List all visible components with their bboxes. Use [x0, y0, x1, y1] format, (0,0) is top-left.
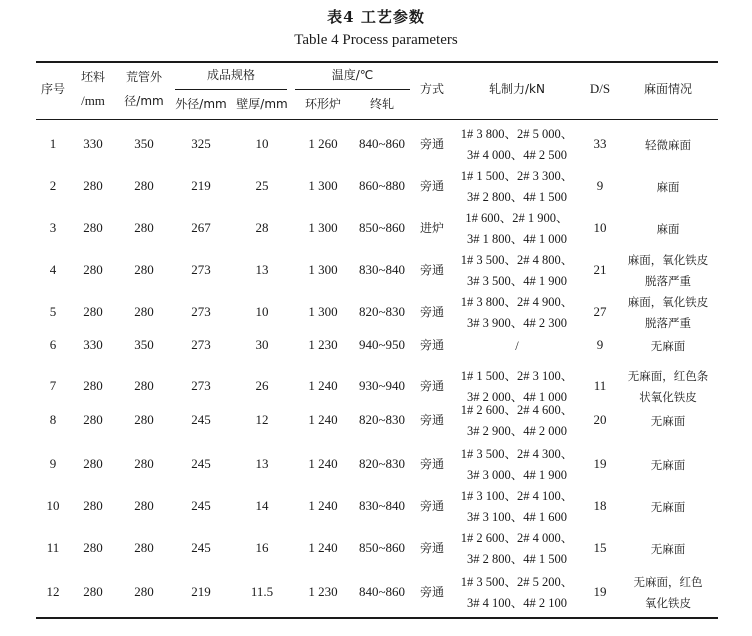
- cell-hollow: 280: [134, 304, 154, 319]
- cell-no: 6: [49, 337, 57, 352]
- header-ds: D/S: [589, 81, 611, 96]
- cell-force-line1: 1# 600、2# 1 900、: [465, 211, 569, 225]
- cell-method: 旁通: [419, 413, 444, 427]
- cell-ds: 20: [593, 412, 607, 427]
- cell-no: 12: [46, 584, 60, 599]
- header-surface: 麻面情况: [643, 82, 692, 96]
- cell-hollow: 280: [134, 584, 154, 599]
- cell-force-line2: 3# 2 800、4# 1 500: [466, 190, 567, 204]
- cell-wall: 10: [255, 304, 269, 319]
- cell-wall: 10: [255, 136, 269, 151]
- cell-od: 245: [191, 412, 211, 427]
- header-billet-unit: /mm: [81, 93, 105, 108]
- cell-no: 1: [49, 136, 57, 151]
- cell-wall: 28: [255, 220, 269, 235]
- header-wall: 壁厚/mm: [236, 97, 288, 111]
- cell-billet: 280: [83, 378, 103, 393]
- cell-method: 进炉: [419, 221, 444, 235]
- cell-no: 7: [49, 378, 57, 393]
- cell-surface-line1: 无麻面: [650, 414, 686, 428]
- cell-force-line1: 1# 3 500、2# 4 800、: [460, 253, 574, 267]
- cell-force-line2: 3# 2 900、4# 2 000: [466, 424, 567, 438]
- cell-surface-line1: 无麻面: [650, 542, 686, 556]
- cell-ring: 1 260: [308, 136, 338, 151]
- cell-ds: 19: [593, 584, 607, 599]
- cell-wall: 25: [255, 178, 269, 193]
- cell-od: 325: [191, 136, 211, 151]
- cell-ds: 21: [593, 262, 607, 277]
- cell-wall: 13: [255, 456, 269, 471]
- header-seq: 序号: [40, 82, 65, 96]
- subheader-rule-temp: [295, 89, 410, 90]
- cell-wall: 11.5: [250, 584, 274, 599]
- cell-method: 旁通: [419, 305, 444, 319]
- top-rule: [36, 61, 718, 63]
- table-title-cn: 表4 工艺参数: [327, 8, 425, 26]
- cell-force-line2: 3# 2 800、4# 1 500: [466, 552, 567, 566]
- cell-force-line1: 1# 3 500、2# 5 200、: [460, 575, 574, 589]
- cell-surface-line1: 轻微麻面: [645, 138, 691, 152]
- cell-surface-line2: 脱落严重: [645, 274, 691, 288]
- cell-billet: 330: [83, 337, 103, 352]
- cell-od: 245: [191, 498, 211, 513]
- cell-billet: 280: [83, 456, 103, 471]
- cell-wall: 13: [255, 262, 269, 277]
- cell-force-line2: 3# 3 500、4# 1 900: [466, 274, 567, 288]
- cell-force-line1: 1# 2 600、2# 4 000、: [460, 531, 574, 545]
- cell-ds: 9: [596, 178, 604, 193]
- cell-method: 旁通: [419, 263, 444, 277]
- cell-od: 273: [191, 378, 211, 393]
- cell-final: 820~830: [358, 412, 406, 427]
- cell-surface-line1: 麻面，氧化铁皮: [627, 253, 709, 267]
- cell-force-line1: 1# 3 100、2# 4 100、: [460, 489, 574, 503]
- cell-ring: 1 240: [308, 378, 338, 393]
- cell-no: 10: [46, 498, 60, 513]
- header-od: 外径/mm: [175, 97, 227, 111]
- cell-force-line1: 1# 3 800、2# 4 900、: [460, 295, 574, 309]
- cell-ring: 1 240: [308, 456, 338, 471]
- cell-no: 2: [49, 178, 57, 193]
- cell-surface-line1: 麻面，氧化铁皮: [627, 295, 709, 309]
- cell-final: 830~840: [358, 262, 406, 277]
- cell-billet: 280: [83, 178, 103, 193]
- cell-surface-line1: 无麻面: [650, 458, 686, 472]
- cell-od: 273: [191, 304, 211, 319]
- cell-no: 9: [49, 456, 57, 471]
- cell-surface-line2: 氧化铁皮: [645, 596, 691, 610]
- cell-final: 940~950: [358, 337, 406, 352]
- cell-od: 219: [191, 584, 211, 599]
- cell-force-line1: 1# 1 500、2# 3 300、: [460, 169, 574, 183]
- cell-ds: 18: [593, 498, 607, 513]
- cell-ring: 1 300: [308, 220, 338, 235]
- cell-force-line1: 1# 3 800、2# 5 000、: [460, 127, 574, 141]
- cell-billet: 280: [83, 304, 103, 319]
- cell-hollow: 280: [134, 412, 154, 427]
- cell-hollow: 280: [134, 456, 154, 471]
- cell-method: 旁通: [419, 499, 444, 513]
- header-force: 轧制力/kN: [489, 82, 545, 96]
- cell-force-line2: 3# 2 000、4# 1 000: [466, 390, 567, 404]
- cell-ds: 33: [593, 136, 607, 151]
- cell-force-line2: 3# 1 800、4# 1 000: [466, 232, 567, 246]
- cell-wall: 30: [255, 337, 269, 352]
- cell-ds: 19: [593, 456, 607, 471]
- cell-od: 245: [191, 540, 211, 555]
- cell-hollow: 280: [134, 378, 154, 393]
- cell-hollow: 280: [134, 178, 154, 193]
- header-billet: 坯料: [80, 70, 105, 84]
- cell-hollow: 280: [134, 262, 154, 277]
- cell-no: 5: [49, 304, 57, 319]
- cell-ds: 27: [593, 304, 607, 319]
- cell-ring: 1 230: [308, 337, 338, 352]
- cell-ring: 1 240: [308, 540, 338, 555]
- cell-method: 旁通: [419, 541, 444, 555]
- cell-method: 旁通: [419, 379, 444, 393]
- cell-billet: 280: [83, 540, 103, 555]
- cell-final: 820~830: [358, 304, 406, 319]
- cell-final: 850~860: [358, 220, 406, 235]
- cell-method: 旁通: [419, 137, 444, 151]
- cell-method: 旁通: [419, 457, 444, 471]
- cell-force-line1: 1# 3 500、2# 4 300、: [460, 447, 574, 461]
- cell-method: 旁通: [419, 338, 444, 352]
- cell-surface-line1: 无麻面，红色: [633, 575, 703, 589]
- cell-wall: 14: [255, 498, 269, 513]
- cell-method: 旁通: [419, 179, 444, 193]
- cell-ds: 15: [593, 540, 607, 555]
- cell-final: 850~860: [358, 540, 406, 555]
- cell-force-line2: 3# 3 000、4# 1 900: [466, 468, 567, 482]
- cell-force-line2: 3# 4 000、4# 2 500: [466, 148, 567, 162]
- cell-hollow: 350: [134, 136, 154, 151]
- cell-ds: 11: [593, 378, 607, 393]
- cell-od: 219: [191, 178, 211, 193]
- cell-billet: 280: [83, 584, 103, 599]
- header-ring-furnace: 环形炉: [304, 97, 341, 111]
- cell-final: 840~860: [358, 584, 406, 599]
- cell-surface-line1: 无麻面: [650, 500, 686, 514]
- header-temp: 温度/℃: [331, 68, 374, 82]
- cell-ring: 1 300: [308, 304, 338, 319]
- header-final-roll: 终轧: [369, 97, 394, 111]
- cell-surface-line1: 无麻面，红色条: [627, 369, 709, 383]
- cell-final: 820~830: [358, 456, 406, 471]
- header-rule: [36, 119, 718, 120]
- cell-ring: 1 240: [308, 412, 338, 427]
- header-product-spec: 成品规格: [206, 68, 255, 82]
- cell-force-line2: 3# 3 100、4# 1 600: [466, 510, 567, 524]
- cell-ds: 9: [596, 337, 604, 352]
- cell-billet: 280: [83, 262, 103, 277]
- cell-final: 840~860: [358, 136, 406, 151]
- bottom-rule: [36, 617, 718, 619]
- cell-ring: 1 240: [308, 498, 338, 513]
- cell-force-line1: 1# 2 600、2# 4 600、: [460, 403, 574, 417]
- cell-final: 930~940: [358, 378, 406, 393]
- cell-od: 273: [191, 262, 211, 277]
- cell-wall: 16: [255, 540, 269, 555]
- cell-hollow: 280: [134, 220, 154, 235]
- cell-ring: 1 300: [308, 262, 338, 277]
- cell-force-line1: 1# 1 500、2# 3 100、: [460, 369, 574, 383]
- cell-no: 3: [49, 220, 57, 235]
- cell-od: 267: [191, 220, 211, 235]
- cell-od: 245: [191, 456, 211, 471]
- cell-surface-line1: 麻面: [656, 180, 680, 194]
- table-title-en: Table 4 Process parameters: [294, 32, 458, 48]
- cell-force-line2: 3# 3 900、4# 2 300: [466, 316, 567, 330]
- cell-ring: 1 230: [308, 584, 338, 599]
- cell-no: 11: [46, 540, 60, 555]
- cell-wall: 26: [255, 378, 269, 393]
- cell-od: 273: [191, 337, 211, 352]
- cell-billet: 330: [83, 136, 103, 151]
- cell-ring: 1 300: [308, 178, 338, 193]
- cell-no: 8: [49, 412, 57, 427]
- cell-force-line1: /: [515, 339, 519, 353]
- cell-no: 4: [49, 262, 57, 277]
- cell-billet: 280: [83, 498, 103, 513]
- cell-hollow: 350: [134, 337, 154, 352]
- cell-hollow: 280: [134, 498, 154, 513]
- cell-surface-line1: 麻面: [656, 222, 680, 236]
- header-method: 方式: [419, 82, 444, 96]
- cell-final: 830~840: [358, 498, 406, 513]
- header-hollow: 荒管外: [125, 70, 162, 84]
- cell-hollow: 280: [134, 540, 154, 555]
- cell-surface-line2: 状氧化铁皮: [639, 390, 697, 404]
- header-hollow-unit: 径/mm: [124, 94, 164, 108]
- cell-billet: 280: [83, 220, 103, 235]
- cell-final: 860~880: [358, 178, 406, 193]
- cell-method: 旁通: [419, 585, 444, 599]
- cell-surface-line2: 脱落严重: [645, 316, 691, 330]
- cell-billet: 280: [83, 412, 103, 427]
- subheader-rule-product: [175, 89, 287, 90]
- cell-wall: 12: [255, 412, 269, 427]
- cell-surface-line1: 无麻面: [650, 339, 686, 353]
- cell-ds: 10: [593, 220, 607, 235]
- cell-force-line2: 3# 4 100、4# 2 100: [466, 596, 567, 610]
